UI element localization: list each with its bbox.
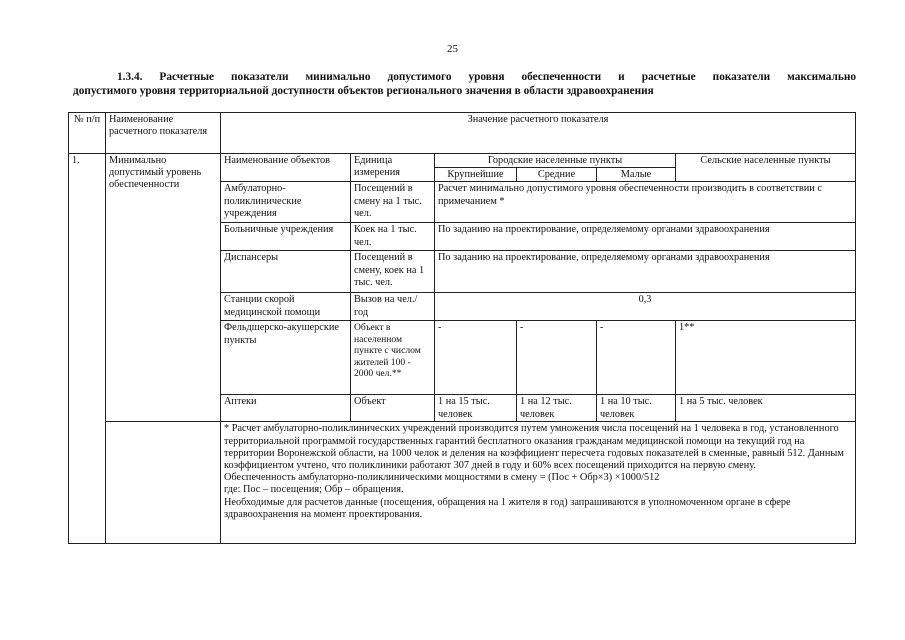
sub-header-unit: Единица измерения <box>351 154 435 182</box>
header-name: Наименование расчетного показателя <box>106 113 221 154</box>
row-number: 1. <box>69 154 106 544</box>
object-name: Амбулаторно-поликлинические учреждения <box>221 182 351 223</box>
sub-header-small: Малые <box>597 168 676 182</box>
value-largest: - <box>435 321 517 395</box>
sub-header-medium: Средние <box>517 168 597 182</box>
page-number: 25 <box>447 43 458 55</box>
sub-header-objects: Наименование объектов <box>221 154 351 182</box>
value-cell: По заданию на проектирование, определяемому органами здравоохранения <box>435 251 856 293</box>
unit-cell: Коек на 1 тыс. чел. <box>351 223 435 251</box>
value-medium: 1 на 12 тыс. человек <box>517 395 597 422</box>
unit-cell: Посещений в смену, коек на 1 тыс. чел. <box>351 251 435 293</box>
sub-header-largest: Крупнейшие <box>435 168 517 182</box>
section-heading-line-1: 1.3.4. Расчетные показатели минимально допустимого уровня обеспеченности и расчетные показатели максимально <box>117 71 856 83</box>
footnote <box>221 422 856 544</box>
header-num: № п/п <box>69 113 106 154</box>
footnote-paragraph: Необходимые для расчетов данные (посещения, обращения на 1 жителя в год) запрашиваются в уполномоченном органе в сфере здравоохранения на момент проектирования. <box>224 496 791 520</box>
row-indicator-name: Минимально допустимый уровень обеспеченности <box>106 154 221 422</box>
section-heading <box>73 70 856 98</box>
value-cell: Расчет минимально допустимого уровня обеспеченности производить в соответствии с примечанием * <box>435 182 856 223</box>
object-name: Фельдшерско-акушерские пункты <box>221 321 351 395</box>
value-small: - <box>597 321 676 395</box>
value-cell: 0,3 <box>435 293 856 321</box>
value-largest: 1 на 15 тыс. человек <box>435 395 517 422</box>
footnote-paragraph: * Расчет амбулаторно-поликлинических учреждений производится путем умножения числа посещений на 1 человека в год, установленного территориальной программой государственных гарантий бесплатного оказания гражданам медицинской помощи на текущий год на территории Воронежской области, на 1000 челок и деления на коэффициент пересчета годовых показателей в сменные, равный 512. Данным коэффициентом учтено, что поликлиники работают 307 дней в году и 60% всех посещений приходится на первую смену. <box>224 423 844 472</box>
object-name: Аптеки <box>221 395 351 422</box>
value-small: 1 на 10 тыс. человек <box>597 395 676 422</box>
object-name: Больничные учреждения <box>221 223 351 251</box>
unit-cell: Объект в населенном пункте с числом жителей 100 - 2000 чел.** <box>351 321 435 395</box>
indicators-table <box>68 112 856 544</box>
note-row <box>69 422 856 544</box>
note-spacer <box>106 422 221 544</box>
unit-cell: Вызов на чел./год <box>351 293 435 321</box>
footnote-legend: где: Пос – посещения; Обр – обращения. <box>224 484 404 496</box>
header-value: Значение расчетного показателя <box>221 113 856 154</box>
sub-header-rural: Сельские населенные пункты <box>676 154 856 182</box>
sub-header-urban: Городские населенные пункты <box>435 154 676 168</box>
value-rural: 1 на 5 тыс. человек <box>676 395 856 422</box>
section-heading-line-2: допустимого уровня территориальной доступности объектов регионального значения в области здравоохранения <box>73 85 654 97</box>
footnote-formula: Обеспеченность амбулаторно-поликлиническими мощностями в смену = (Пос + Обр×3) ×1000/512 <box>224 472 660 484</box>
value-cell: По заданию на проектирование, определяемому органами здравоохранения <box>435 223 856 251</box>
object-name: Станции скорой медицинской помощи <box>221 293 351 321</box>
value-medium: - <box>517 321 597 395</box>
object-name: Диспансеры <box>221 251 351 293</box>
unit-cell: Посещений в смену на 1 тыс. чел. <box>351 182 435 223</box>
unit-cell: Объект <box>351 395 435 422</box>
value-rural: 1** <box>676 321 856 395</box>
table-header-row <box>69 113 856 154</box>
sub-header-row <box>69 154 856 168</box>
